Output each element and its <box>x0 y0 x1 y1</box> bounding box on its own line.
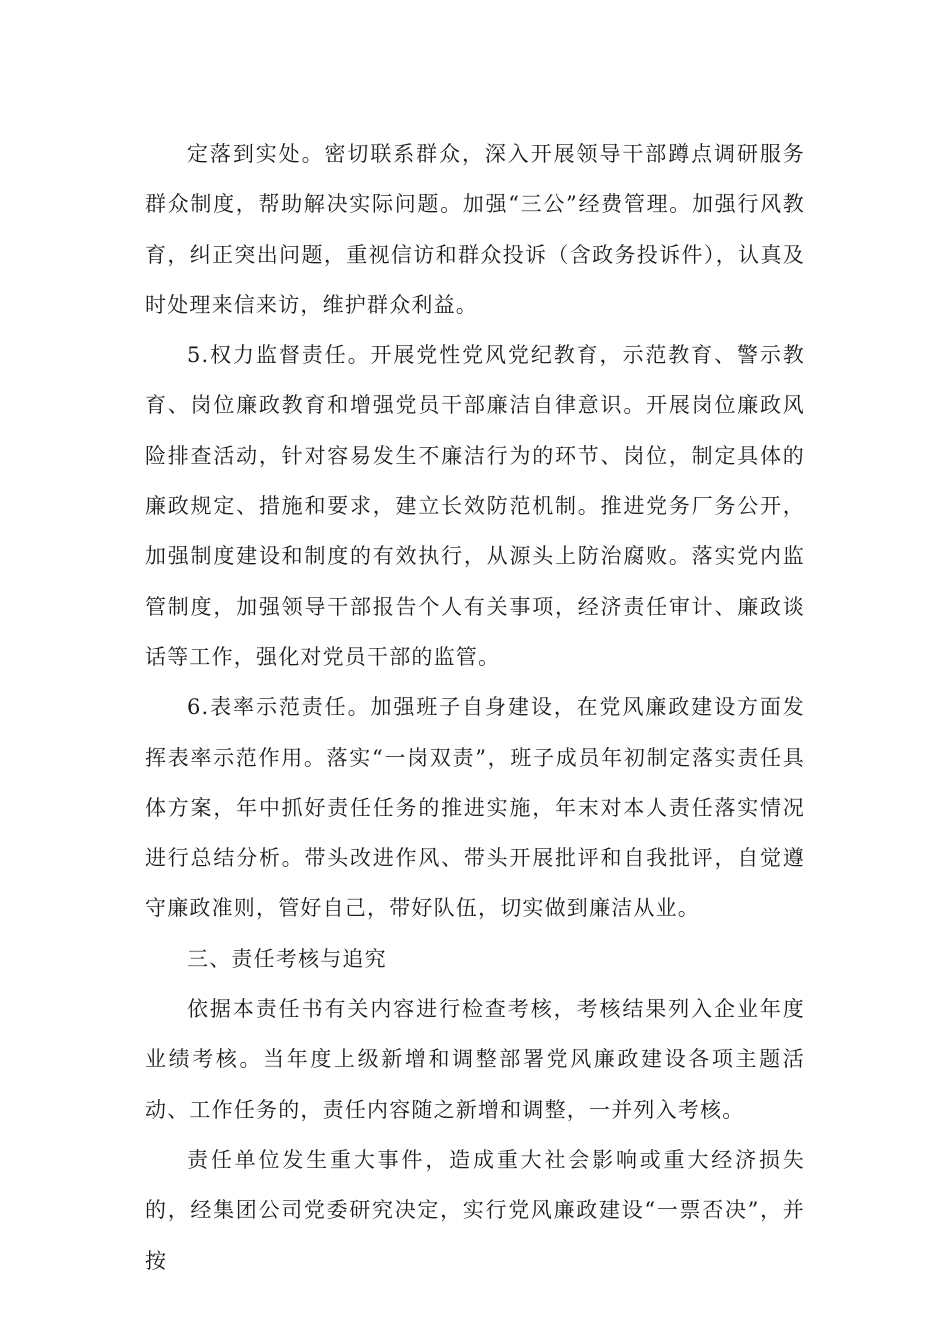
paragraph-accountability: 责任单位发生重大事件，造成重大社会影响或重大经济损失的，经集团公司党委研究决定，实行党风廉政建设“一票否决”，并按 <box>145 1147 805 1273</box>
document-body <box>145 129 805 1286</box>
paragraph-continuation: 定落到实处。密切联系群众，深入开展领导干部蹲点调研服务群众制度，帮助解决实际问题。加强“三公”经费管理。加强行风教育，纠正突出问题，重视信访和群众投诉（含政务投诉件），认真及时处理来信来访，维护群众利益。 <box>145 142 805 317</box>
paragraph-exemplary-role: 6.表率示范责任。加强班子自身建设，在党风廉政建设方面发挥表率示范作用。落实“一岗双责”，班子成员年初制定落实责任具体方案，年中抓好责任任务的推进实施，年末对本人责任落实情况进行总结分析。带头改进作风、带头开展批评和自我批评，自觉遵守廉政准则，管好自己，带好队伍，切实做到廉洁从业。 <box>145 695 805 921</box>
paragraph-assessment-basis: 依据本责任书有关内容进行检查考核，考核结果列入企业年度业绩考核。当年度上级新增和调整部署党风廉政建设各项主题活动、工作任务的，责任内容随之新增和调整，一并列入考核。 <box>145 997 805 1122</box>
paragraph-power-supervision: 5.权力监督责任。开展党性党风党纪教育，示范教育、警示教育、岗位廉政教育和增强党员干部廉洁自律意识。开展岗位廉政风险排查活动，针对容易发生不廉洁行为的环节、岗位，制定具体的廉政规定、措施和要求，建立长效防范机制。推进党务厂务公开，加强制度建设和制度的有效执行，从源头上防治腐败。落实党内监管制度，加强领导干部报告个人有关事项，经济责任审计、廉政谈话等工作，强化对党员干部的监管。 <box>145 343 805 669</box>
section-heading-assessment: 三、责任考核与追究 <box>187 946 387 971</box>
